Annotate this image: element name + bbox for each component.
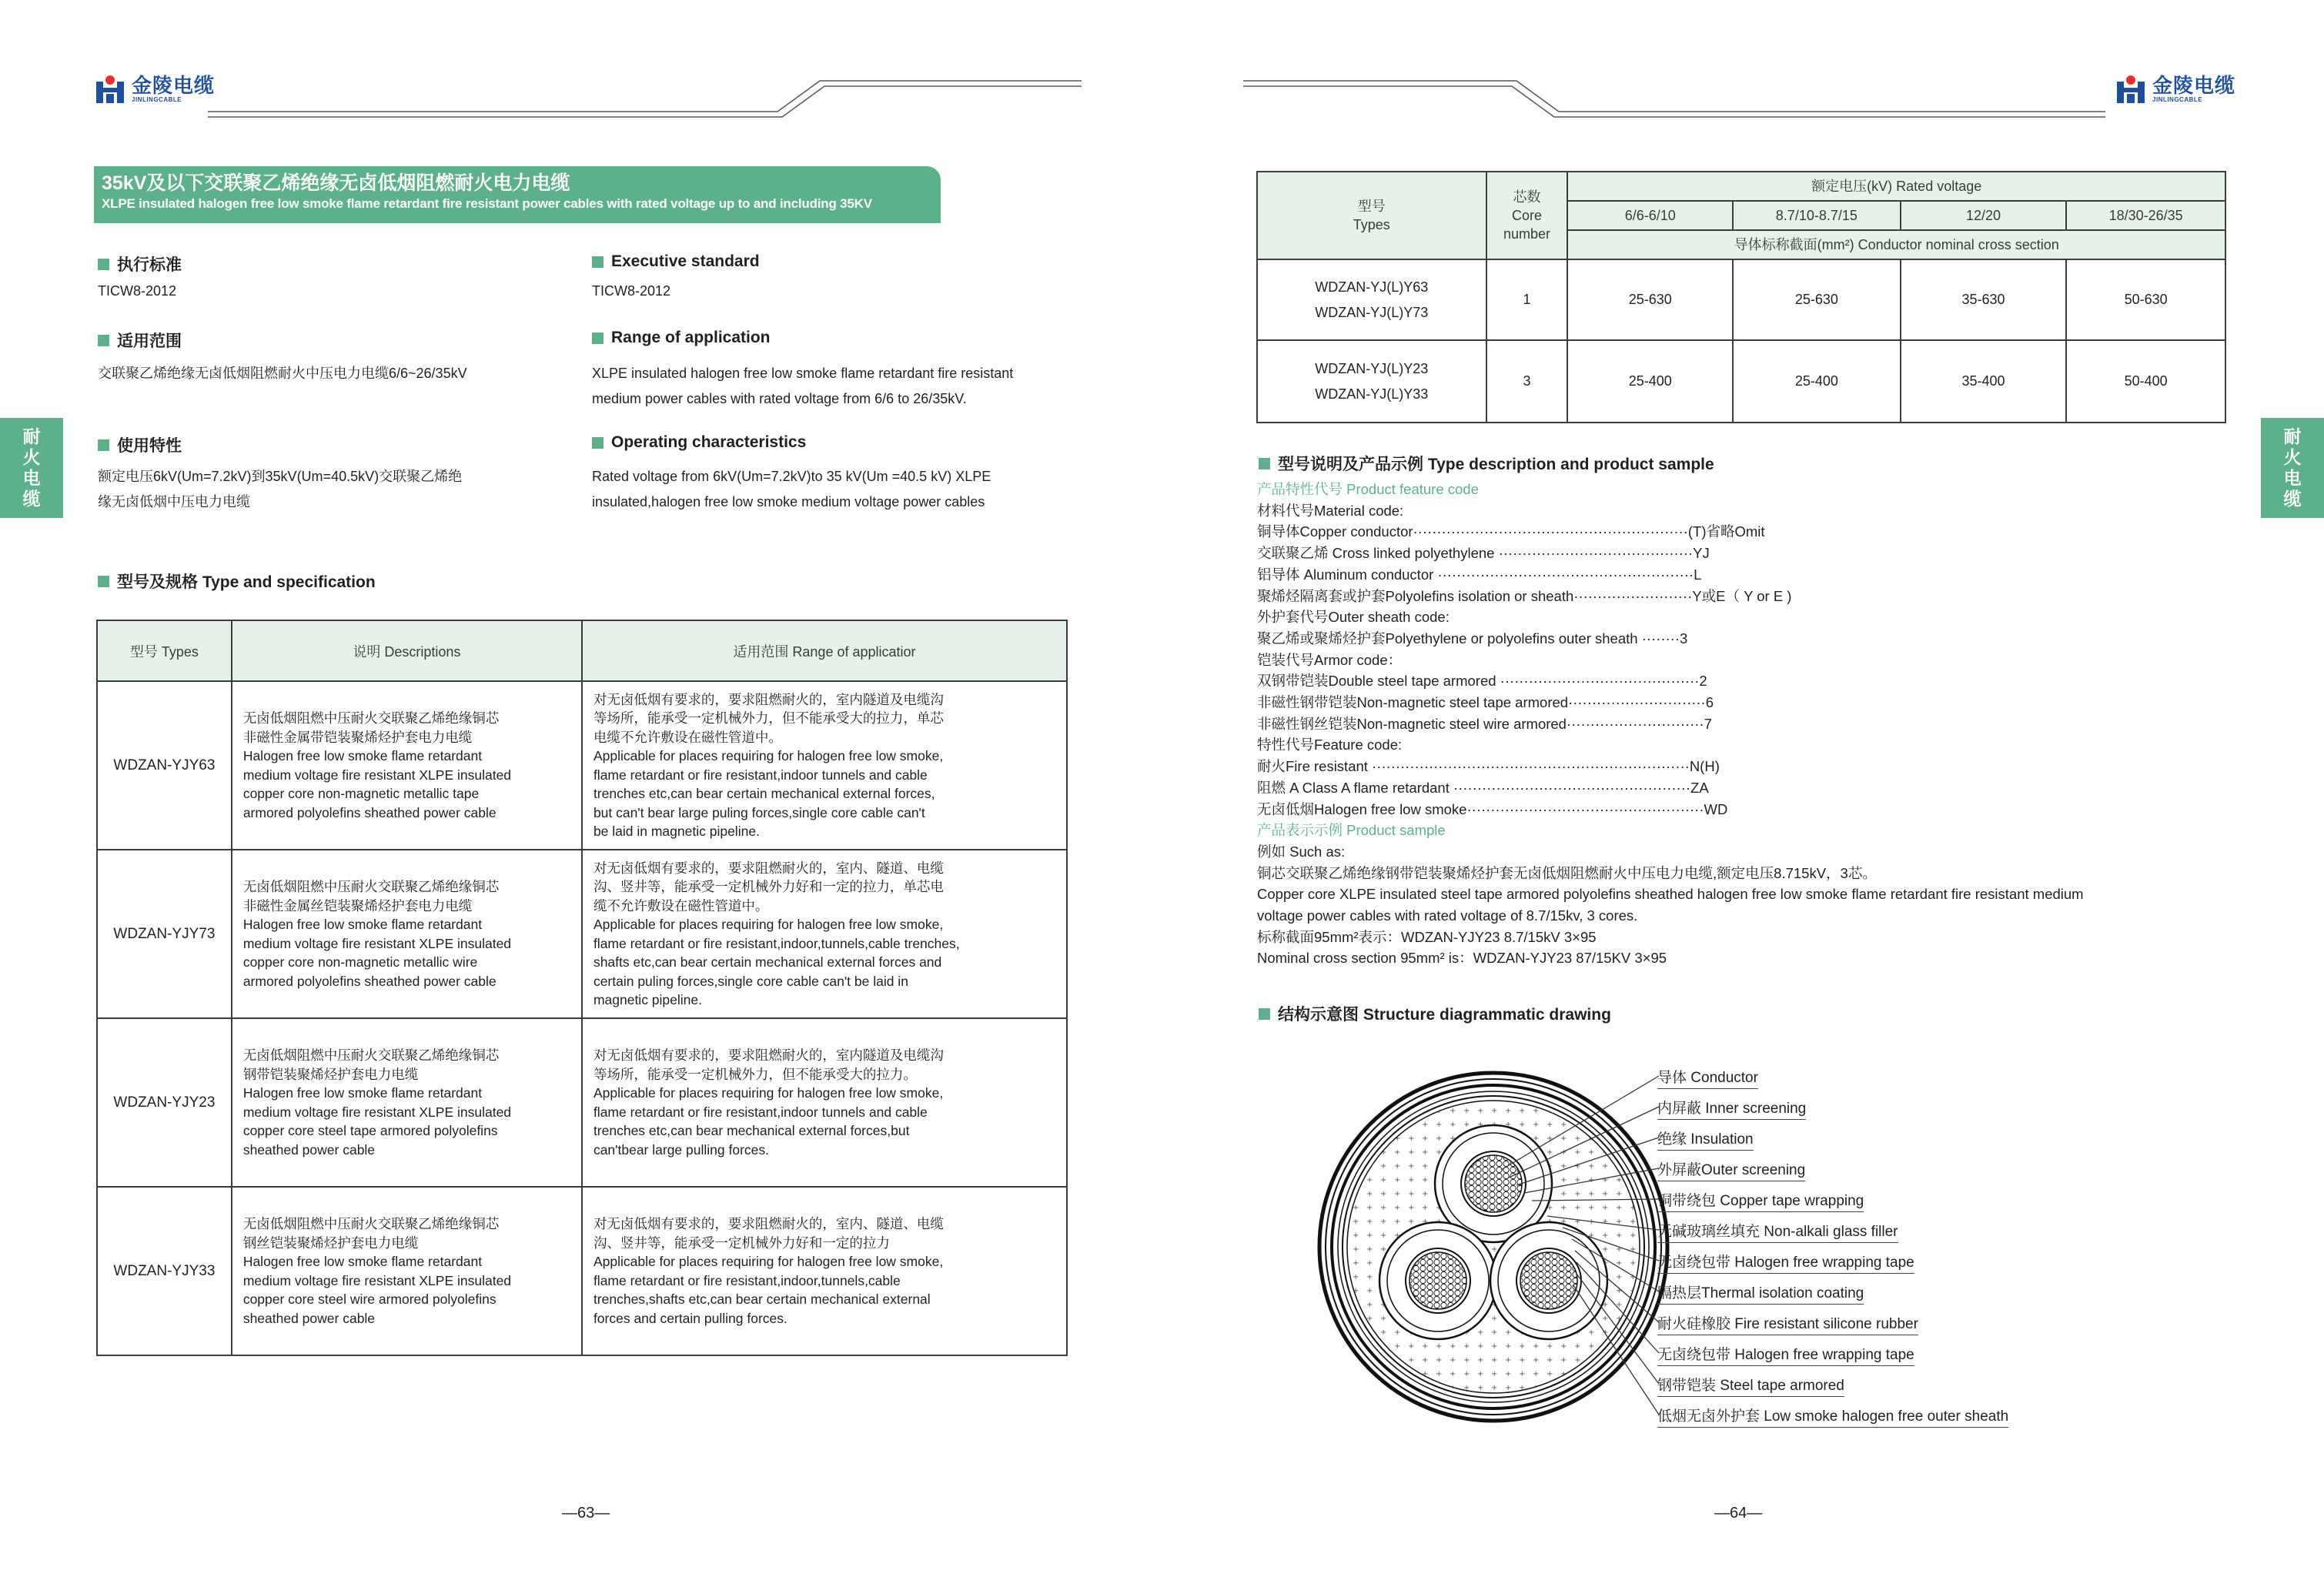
square-bullet-icon: [98, 576, 109, 587]
code-line: 非磁性钢带铠装Non-magnetic steel tape armored·····························6: [1257, 694, 1714, 711]
header-rule-right: [1232, 73, 2117, 119]
rv-head-section: 导体标称截面(mm²) Conductor nominal cross section: [1567, 230, 2225, 259]
spec-range: 对无卤低烟有要求的，要求阻燃耐火的，室内、隧道、电缆 沟、竖井等，能承受一定机械外力好和一定的拉力，单芯电 缆不允许敷设在磁性管道中。 Applicable for places requiring for halogen free low smoke, flame retardant or fire resistant,indoor,tunnels,cable trenches, shafts etc,can bear certain mechanical external forces and certain puling forces,single core cable can't be laid in magnetic pipeline.: [582, 850, 1067, 1018]
structure-label: 钢带铠装 Steel tape armored: [1657, 1374, 1844, 1397]
type-desc-head: 型号说明及产品示例 Type description and product sample: [1259, 452, 1714, 475]
op-head-en: Operating characteristics: [592, 433, 806, 452]
rv-voltage: 12/20: [1901, 201, 2067, 230]
code-line: 无卤低烟Halogen free low smoke··················································WD: [1257, 800, 1728, 817]
code-line: 材料代号Material code:: [1257, 502, 1404, 519]
spec-range: 对无卤低烟有要求的，要求阻燃耐火的，室内、隧道、电缆 沟、竖井等，能承受一定机械外力好和一定的拉力 Applicable for places requiring for halogen free low smoke, flame retardant or fire resistant,indoor,tunnels,cable trenches,shafts etc,can bear certain mechanical external forces and certain pulling forces.: [582, 1187, 1067, 1355]
square-bullet-icon: [98, 259, 109, 270]
spec-desc: 无卤低烟阻燃中压耐火交联聚乙烯绝缘铜芯 钢带铠装聚烯烃护套电力电缆 Halogen free low smoke flame retardant medium voltage fire resistant XLPE insulated copper core steel tape armored polyolefins sheathed power cable: [232, 1018, 582, 1187]
exec-std-text-cn: TICW8-2012: [98, 283, 177, 299]
square-bullet-icon: [592, 256, 604, 268]
square-bullet-icon: [1259, 1008, 1270, 1020]
structure-label: 隔热层Thermal isolation coating: [1657, 1281, 1864, 1305]
side-tab-right: 耐火电缆: [2261, 418, 2324, 518]
logo-text-en: JINLINGCABLE: [2152, 96, 2203, 103]
spec-type: WDZAN-YJY33: [97, 1187, 232, 1355]
rv-value: 50-630: [2066, 259, 2225, 340]
page-title-en: XLPE insulated halogen free low smoke flame retardant fire resistant power cables with rated voltage up to and including 35KV: [102, 196, 872, 211]
sample-line: voltage power cables with rated voltage of 8.7/15kv, 3 cores.: [1257, 907, 1638, 924]
page-title-cn: 35kV及以下交联聚乙烯绝缘无卤低烟阻燃耐火电力电缆: [102, 172, 570, 194]
code-line: 聚乙烯或聚烯烃护套Polyethylene or polyolefins outer sheath ········3: [1257, 630, 1688, 646]
code-line: 交联聚乙烯 Cross linked polyethylene ·········································YJ: [1257, 545, 1710, 562]
sample-line: 标称截面95mm²表示：WDZAN-YJY23 8.7/15kV 3×95: [1257, 928, 1597, 945]
structure-head: 结构示意图 Structure diagrammatic drawing: [1259, 1002, 1611, 1025]
op-text-en: Rated voltage from 6kV(Um=7.2kV)to 35 kV(Um =40.5 kV) XLPE insulated,halogen free low smoke medium voltage power cables: [592, 469, 991, 510]
spec-col-header: 型号 Types: [97, 620, 232, 681]
structure-label: 外屏蔽Outer screening: [1657, 1158, 1805, 1181]
rv-types: WDZAN-YJ(L)Y23 WDZAN-YJ(L)Y33: [1257, 340, 1486, 423]
sample-line: Copper core XLPE insulated steel tape armored polyolefins sheathed halogen free low smoke flame retardant fire resistant medium: [1257, 886, 2084, 903]
code-line: 耐火Fire resistant ···································································N(H): [1257, 758, 1720, 775]
spec-head: 型号及规格 Type and specification: [98, 570, 376, 593]
page-number-right: —64—: [1714, 1505, 1763, 1522]
spec-col-header: 适用范围 Range of applicatior: [582, 620, 1067, 681]
rv-voltage: 6/6-6/10: [1567, 201, 1733, 230]
sample-line: 例如 Such as:: [1257, 843, 1346, 860]
rv-head-core: 芯数 Core number: [1486, 172, 1568, 259]
rv-value: 50-400: [2066, 340, 2225, 423]
code-line: 阻燃 A Class A flame retardant ··················································ZA: [1257, 779, 1709, 796]
brand-logo-right: [2115, 74, 2235, 105]
page-number-left: —63—: [562, 1505, 610, 1522]
spec-range: 对无卤低烟有要求的，要求阻燃耐火的，室内隧道及电缆沟 等场所，能承受一定机械外力，但不能承受大的拉力。 Applicable for places requiring for halogen free low smoke, flame retardant or fire resistant,indoor tunnels and cable trenches etc,can bear mechanical external forces,but can'tbear large pulling forces.: [582, 1018, 1067, 1187]
code-line: 外护套代号Outer sheath code:: [1257, 609, 1450, 626]
op-text-cn: 额定电压6kV(Um=7.2kV)到35kV(Um=40.5kV)交联聚乙烯绝 缘无卤低烟中压电力电缆: [98, 469, 463, 510]
structure-label: 低烟无卤外护套 Low smoke halogen free outer sheath: [1657, 1405, 2008, 1428]
rated-voltage-table: [1256, 171, 2226, 423]
logo-text-cn: 金陵电缆: [132, 74, 216, 97]
logo-text-cn: 金陵电缆: [2152, 74, 2236, 97]
rv-value: 25-630: [1567, 259, 1733, 340]
table-row: [97, 1187, 1067, 1355]
square-bullet-icon: [592, 332, 604, 344]
logo-text-en: JINLINGCABLE: [132, 96, 182, 103]
spec-range: 对无卤低烟有要求的，要求阻燃耐火的，室内隧道及电缆沟 等场所，能承受一定机械外力，但不能承受大的拉力，单芯 电缆不允许敷设在磁性管道中。 Applicable for places requiring for halogen free low smoke, flame retardant or fire resistant,indoor tunnels and cable trenches etc,can bear certain mechanical external forces, but can't bear large puling forces,single core cable can't be laid in magnetic pipeline.: [582, 681, 1067, 850]
feature-code-title: 产品特性代号 Product feature code: [1257, 481, 1479, 497]
structure-label: 耐火硅橡胶 Fire resistant silicone rubber: [1657, 1312, 1918, 1335]
code-line: 聚烯烃隔离套或护套Polyolefins isolation or sheath·························Y或E（ Y or E ): [1257, 587, 1792, 604]
rv-value: 25-400: [1733, 340, 1901, 423]
spec-desc: 无卤低烟阻燃中压耐火交联聚乙烯绝缘铜芯 非磁性金属带铠装聚烯烃护套电力电缆 Halogen free low smoke flame retardant medium voltage fire resistant XLPE insulated copper core non-magnetic metallic tape armored polyolefins sheathed power cable: [232, 681, 582, 850]
rv-core: 1: [1486, 259, 1568, 340]
code-line: 特性代号Feature code:: [1257, 737, 1403, 753]
header-rule-left: [0, 73, 1093, 119]
diagram-leader-lines: [1486, 1062, 1663, 1432]
table-row: [97, 1018, 1067, 1187]
title-banner: [94, 166, 941, 223]
square-bullet-icon: [98, 335, 109, 346]
structure-label: 内屏蔽 Inner screening: [1657, 1097, 1806, 1120]
sample-line: Nominal cross section 95mm² is：WDZAN-YJY23 87/15KV 3×95: [1257, 950, 1667, 967]
rv-head-rated: 额定电压(kV) Rated voltage: [1567, 172, 2225, 201]
spec-type: WDZAN-YJY23: [97, 1018, 232, 1187]
structure-label: 无碱玻璃丝填充 Non-alkali glass filler: [1657, 1220, 1898, 1243]
code-line: 铠装代号Armor code：: [1257, 651, 1403, 668]
code-line: 非磁性钢丝铠装Non-magnetic steel wire armored·····························7: [1257, 715, 1712, 732]
exec-std-head-cn: 执行标准: [98, 252, 182, 276]
table-row: [1257, 259, 2225, 340]
product-sample-title: 产品表示示例 Product sample: [1257, 822, 1446, 839]
structure-label: 铜带绕包 Copper tape wrapping: [1657, 1189, 1864, 1212]
square-bullet-icon: [592, 437, 604, 449]
rv-voltage: 18/30-26/35: [2066, 201, 2225, 230]
spec-type: WDZAN-YJY63: [97, 681, 232, 850]
rv-value: 25-630: [1733, 259, 1901, 340]
rv-voltage: 8.7/10-8.7/15: [1733, 201, 1901, 230]
range-head-cn: 适用范围: [98, 329, 182, 352]
spec-type: WDZAN-YJY73: [97, 850, 232, 1018]
spec-desc: 无卤低烟阻燃中压耐火交联聚乙烯绝缘铜芯 钢丝铠装聚烯烃护套电力电缆 Halogen free low smoke flame retardant medium voltage fire resistant XLPE insulated copper core steel wire armored polyolefins sheathed power cable: [232, 1187, 582, 1355]
square-bullet-icon: [98, 439, 109, 451]
rv-types: WDZAN-YJ(L)Y63 WDZAN-YJ(L)Y73: [1257, 259, 1486, 340]
spec-desc: 无卤低烟阻燃中压耐火交联聚乙烯绝缘铜芯 非磁性金属丝铠装聚烯烃护套电力电缆 Halogen free low smoke flame retardant medium voltage fire resistant XLPE insulated copper core non-magnetic metallic wire armored polyolefins sheathed power cable: [232, 850, 582, 1018]
square-bullet-icon: [1259, 458, 1270, 469]
code-line: 铜导体Copper conductor··························································(T)省略Omit: [1257, 523, 1765, 540]
structure-label: 无卤绕包带 Halogen free wrapping tape: [1657, 1343, 1914, 1366]
op-head-cn: 使用特性: [98, 433, 182, 456]
sample-line: 铜芯交联聚乙烯绝缘钢带铠装聚烯烃护套无卤低烟阻燃耐火中压电力电缆,额定电压8.715kV，3芯。: [1257, 864, 1877, 881]
spec-col-header: 说明 Descriptions: [232, 620, 582, 681]
exec-std-head-en: Executive standard: [592, 252, 760, 271]
rv-value: 35-630: [1901, 259, 2067, 340]
spec-table: [96, 620, 1068, 1356]
structure-label: 无卤绕包带 Halogen free wrapping tape: [1657, 1251, 1914, 1274]
range-text-cn: 交联聚乙烯绝缘无卤低烟阻燃耐火中压电力电缆6/6~26/35kV: [98, 366, 467, 381]
rv-head-types: 型号 Types: [1257, 172, 1486, 259]
code-line: 铝导体 Aluminum conductor ······················································L: [1257, 566, 1702, 583]
structure-label: 导体 Conductor: [1657, 1066, 1758, 1089]
structure-label: 绝缘 Insulation: [1657, 1128, 1754, 1151]
logo-icon: [2115, 74, 2146, 105]
table-row: [1257, 340, 2225, 423]
type-code-list: [1257, 479, 2219, 969]
exec-std-text-en: TICW8-2012: [592, 283, 671, 299]
range-head-en: Range of application: [592, 329, 771, 347]
side-tab-left: 耐火电缆: [0, 418, 63, 518]
table-row: [97, 850, 1067, 1018]
rv-core: 3: [1486, 340, 1568, 423]
rv-value: 35-400: [1901, 340, 2067, 423]
range-text-en: XLPE insulated halogen free low smoke flame retardant fire resistant medium power cables with rated voltage from 6/6 to 26/35kV.: [592, 366, 1014, 406]
table-row: [97, 681, 1067, 850]
code-line: 双钢带铠装Double steel tape armored ··········································2: [1257, 673, 1707, 690]
rv-value: 25-400: [1567, 340, 1733, 423]
